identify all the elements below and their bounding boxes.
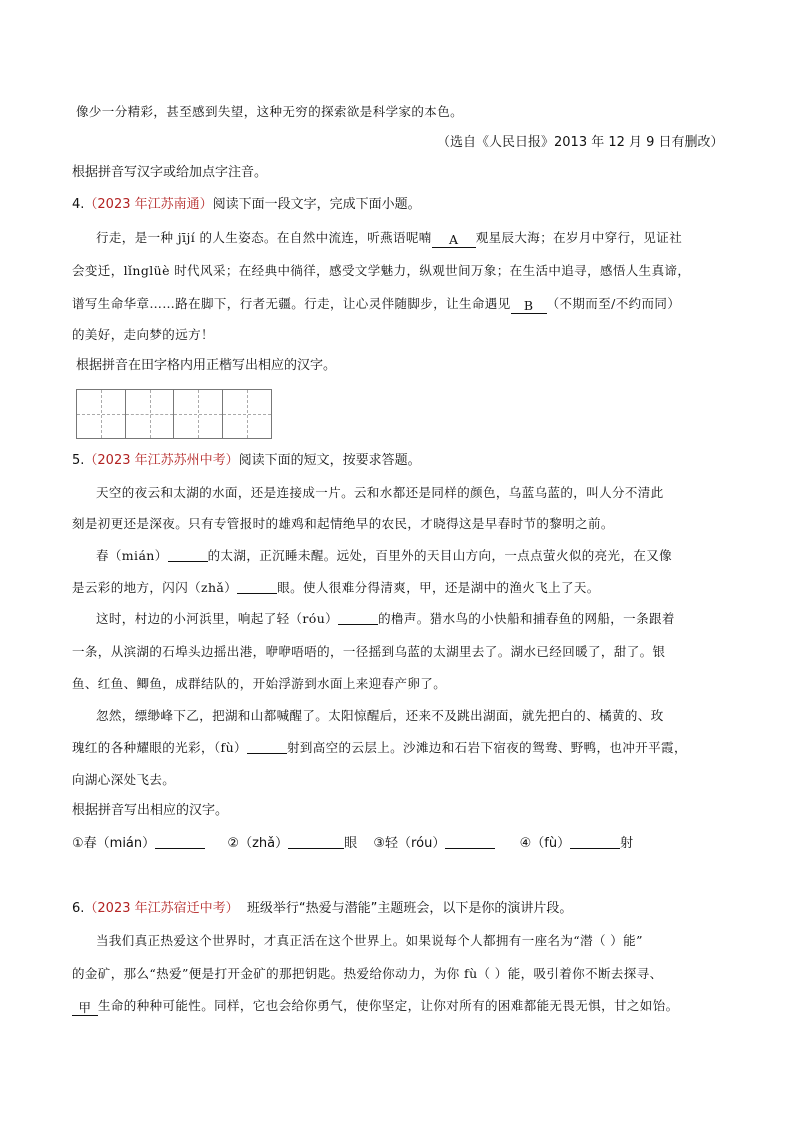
q4-text: 观星辰大海；在岁月中穿行，见证社 xyxy=(475,230,683,245)
blank-a xyxy=(432,233,476,248)
answer-label: ④（fù） xyxy=(519,836,571,851)
answer-label: 眼 xyxy=(344,836,358,851)
q5-text: 射到高空的云层上。沙滩边和石岩下宿夜的鸳鸯、野鸭，也冲开平霞， xyxy=(286,740,687,755)
tianzige-cell[interactable] xyxy=(174,390,223,438)
answer-blank[interactable] xyxy=(155,834,205,849)
blank-jia-label: 甲 xyxy=(78,1000,92,1015)
q4-task: 根据拼音在田字格内用正楷写出相应的汉字。 xyxy=(76,358,337,373)
q5-answer-row xyxy=(72,834,633,853)
question-source: （2023 年江苏南通） xyxy=(84,197,213,212)
q4-text: 谱写生命华章……路在脚下，行者无疆。行走，让心灵伴随脚步，让生命遇见 xyxy=(72,296,511,311)
q4-text: （不期而至/不约而同） xyxy=(546,296,681,311)
q4-passage-line xyxy=(96,229,682,248)
q4-passage-line: 的美好，走向梦的远方！ xyxy=(72,327,214,342)
q5-text: 瑰红的各种耀眼的光彩，（fù） xyxy=(72,740,247,755)
answer-blank[interactable] xyxy=(247,739,287,754)
q6-text: 生命的种种可能性。同样，它也会给你勇气，使你坚定，让你对所有的困难都能无畏无惧，甘之如饴。 xyxy=(98,998,679,1013)
q5-passage-line: 一条，从滨湖的石埠头边摇出港，咿咿唔唔的，一径摇到乌蓝的太湖里去了。湖水已经回暖了，甜了。银 xyxy=(72,644,666,659)
answer-label: 射 xyxy=(620,836,634,851)
answer-label: ③轻（róu） xyxy=(373,836,446,851)
q5-passage-line xyxy=(72,739,687,757)
q5-text: 的太湖，正沉睡未醒。远处，百里外的天目山方向，一点点萤火似的亮光，在又像 xyxy=(207,548,673,563)
q5-task: 根据拼音写出相应的汉字。 xyxy=(72,803,229,818)
question-4-heading xyxy=(72,196,421,214)
q4-passage-line: 会变迁，lǐnglüè 时代风采；在经典中徜徉，感受文学魅力，纵观世间万象；在生活中追寻，感悟人生真谛， xyxy=(72,263,691,278)
answer-blank[interactable] xyxy=(288,834,344,849)
question-number: 4. xyxy=(72,197,85,212)
q5-passage-line: 忽然，缥缈峰下乙，把湖和山都喊醒了。太阳惊醒后，还来不及跳出湖面，就先把白的、橘黄的、玫 xyxy=(96,708,664,723)
q5-passage-line: 向湖心深处飞去。 xyxy=(72,772,176,787)
tianzige-cell[interactable] xyxy=(77,390,126,438)
blank-b xyxy=(511,299,547,314)
q5-passage-line: 鱼、红鱼、鲫鱼，成群结队的，开始浮游到水面上来迎春产卵了。 xyxy=(72,676,447,691)
blank-jia xyxy=(72,1001,98,1016)
q5-passage-line xyxy=(96,610,675,628)
q5-text: 这时，村边的小河浜里，响起了轻（róu） xyxy=(96,611,339,626)
question-number: 6. xyxy=(72,901,85,916)
question-5-heading xyxy=(72,452,421,470)
answer-blank[interactable] xyxy=(338,610,378,625)
question-number: 5. xyxy=(72,453,85,468)
q5-passage-line xyxy=(96,547,672,565)
question-source: （2023 年江苏苏州中考） xyxy=(84,453,239,468)
answer-label: ①春（mián） xyxy=(72,836,156,851)
q4-text: 行走，是一种 jījí 的人生姿态。在自然中流连，听燕语呢喃 xyxy=(96,230,432,245)
answer-blank[interactable] xyxy=(237,579,277,594)
blank-b-label: B xyxy=(523,298,534,313)
q5-text: 眼。使人很难分得清爽，甲，还是湖中的渔火飞上了天。 xyxy=(277,580,600,595)
q5-text: 春（mián） xyxy=(96,548,168,563)
question-intro: 阅读下面的短文，按要求答题。 xyxy=(238,453,421,468)
q5-text: 的橹声。猎水鸟的小快船和捕春鱼的网船，一条跟着 xyxy=(378,611,675,626)
tianzige-cell[interactable] xyxy=(223,390,272,438)
q5-passage-line: 天空的夜云和太湖的水面，还是连接成一片。云和水都还是同样的颜色，乌蓝乌蓝的，叫人分不清此 xyxy=(96,485,664,500)
answer-blank[interactable] xyxy=(168,547,208,562)
question-6-heading xyxy=(72,900,572,918)
q6-passage-line: 的金矿，那么“热爱”便是打开金矿的那把钥匙。热爱给你动力，为你 fù（ ）能，吸引着你不断去探寻、 xyxy=(72,966,663,981)
q6-passage-line: 当我们真正热爱这个世界时，才真正活在这个世界上。如果说每个人都拥有一座名为“潜（ ）能” xyxy=(96,933,643,948)
tianzige-cell[interactable] xyxy=(126,390,175,438)
question-intro: 班级举行“热爱与潜能”主题班会，以下是你的演讲片段。 xyxy=(246,901,573,916)
blank-a-label: A xyxy=(448,232,459,247)
q5-text: 是云彩的地方，闪闪（zhǎ） xyxy=(72,580,238,595)
tianzige-grid xyxy=(76,389,272,439)
question-source: （2023 年江苏宿迁中考） xyxy=(84,901,239,916)
passage-tail: 像少一分精彩，甚至感到失望，这种无穷的探索欲是科学家的本色。 xyxy=(76,104,464,119)
q6-passage-line xyxy=(72,997,679,1016)
answer-label: ②（zhǎ） xyxy=(227,836,289,851)
q5-passage-line xyxy=(72,579,600,597)
instruction: 根据拼音写汉字或给加点字注音。 xyxy=(72,165,268,180)
q4-passage-line xyxy=(72,295,680,314)
source-citation: （选自《人民日报》2013 年 12 月 9 日有删改） xyxy=(437,135,724,150)
answer-blank[interactable] xyxy=(570,834,620,849)
question-intro: 阅读下面一段文字，完成下面小题。 xyxy=(212,197,421,212)
q5-passage-line: 刻是初更还是深夜。只有专管报时的雄鸡和起情绝早的农民，才晓得这是早春时节的黎明之前。 xyxy=(72,516,614,531)
answer-blank[interactable] xyxy=(445,834,495,849)
